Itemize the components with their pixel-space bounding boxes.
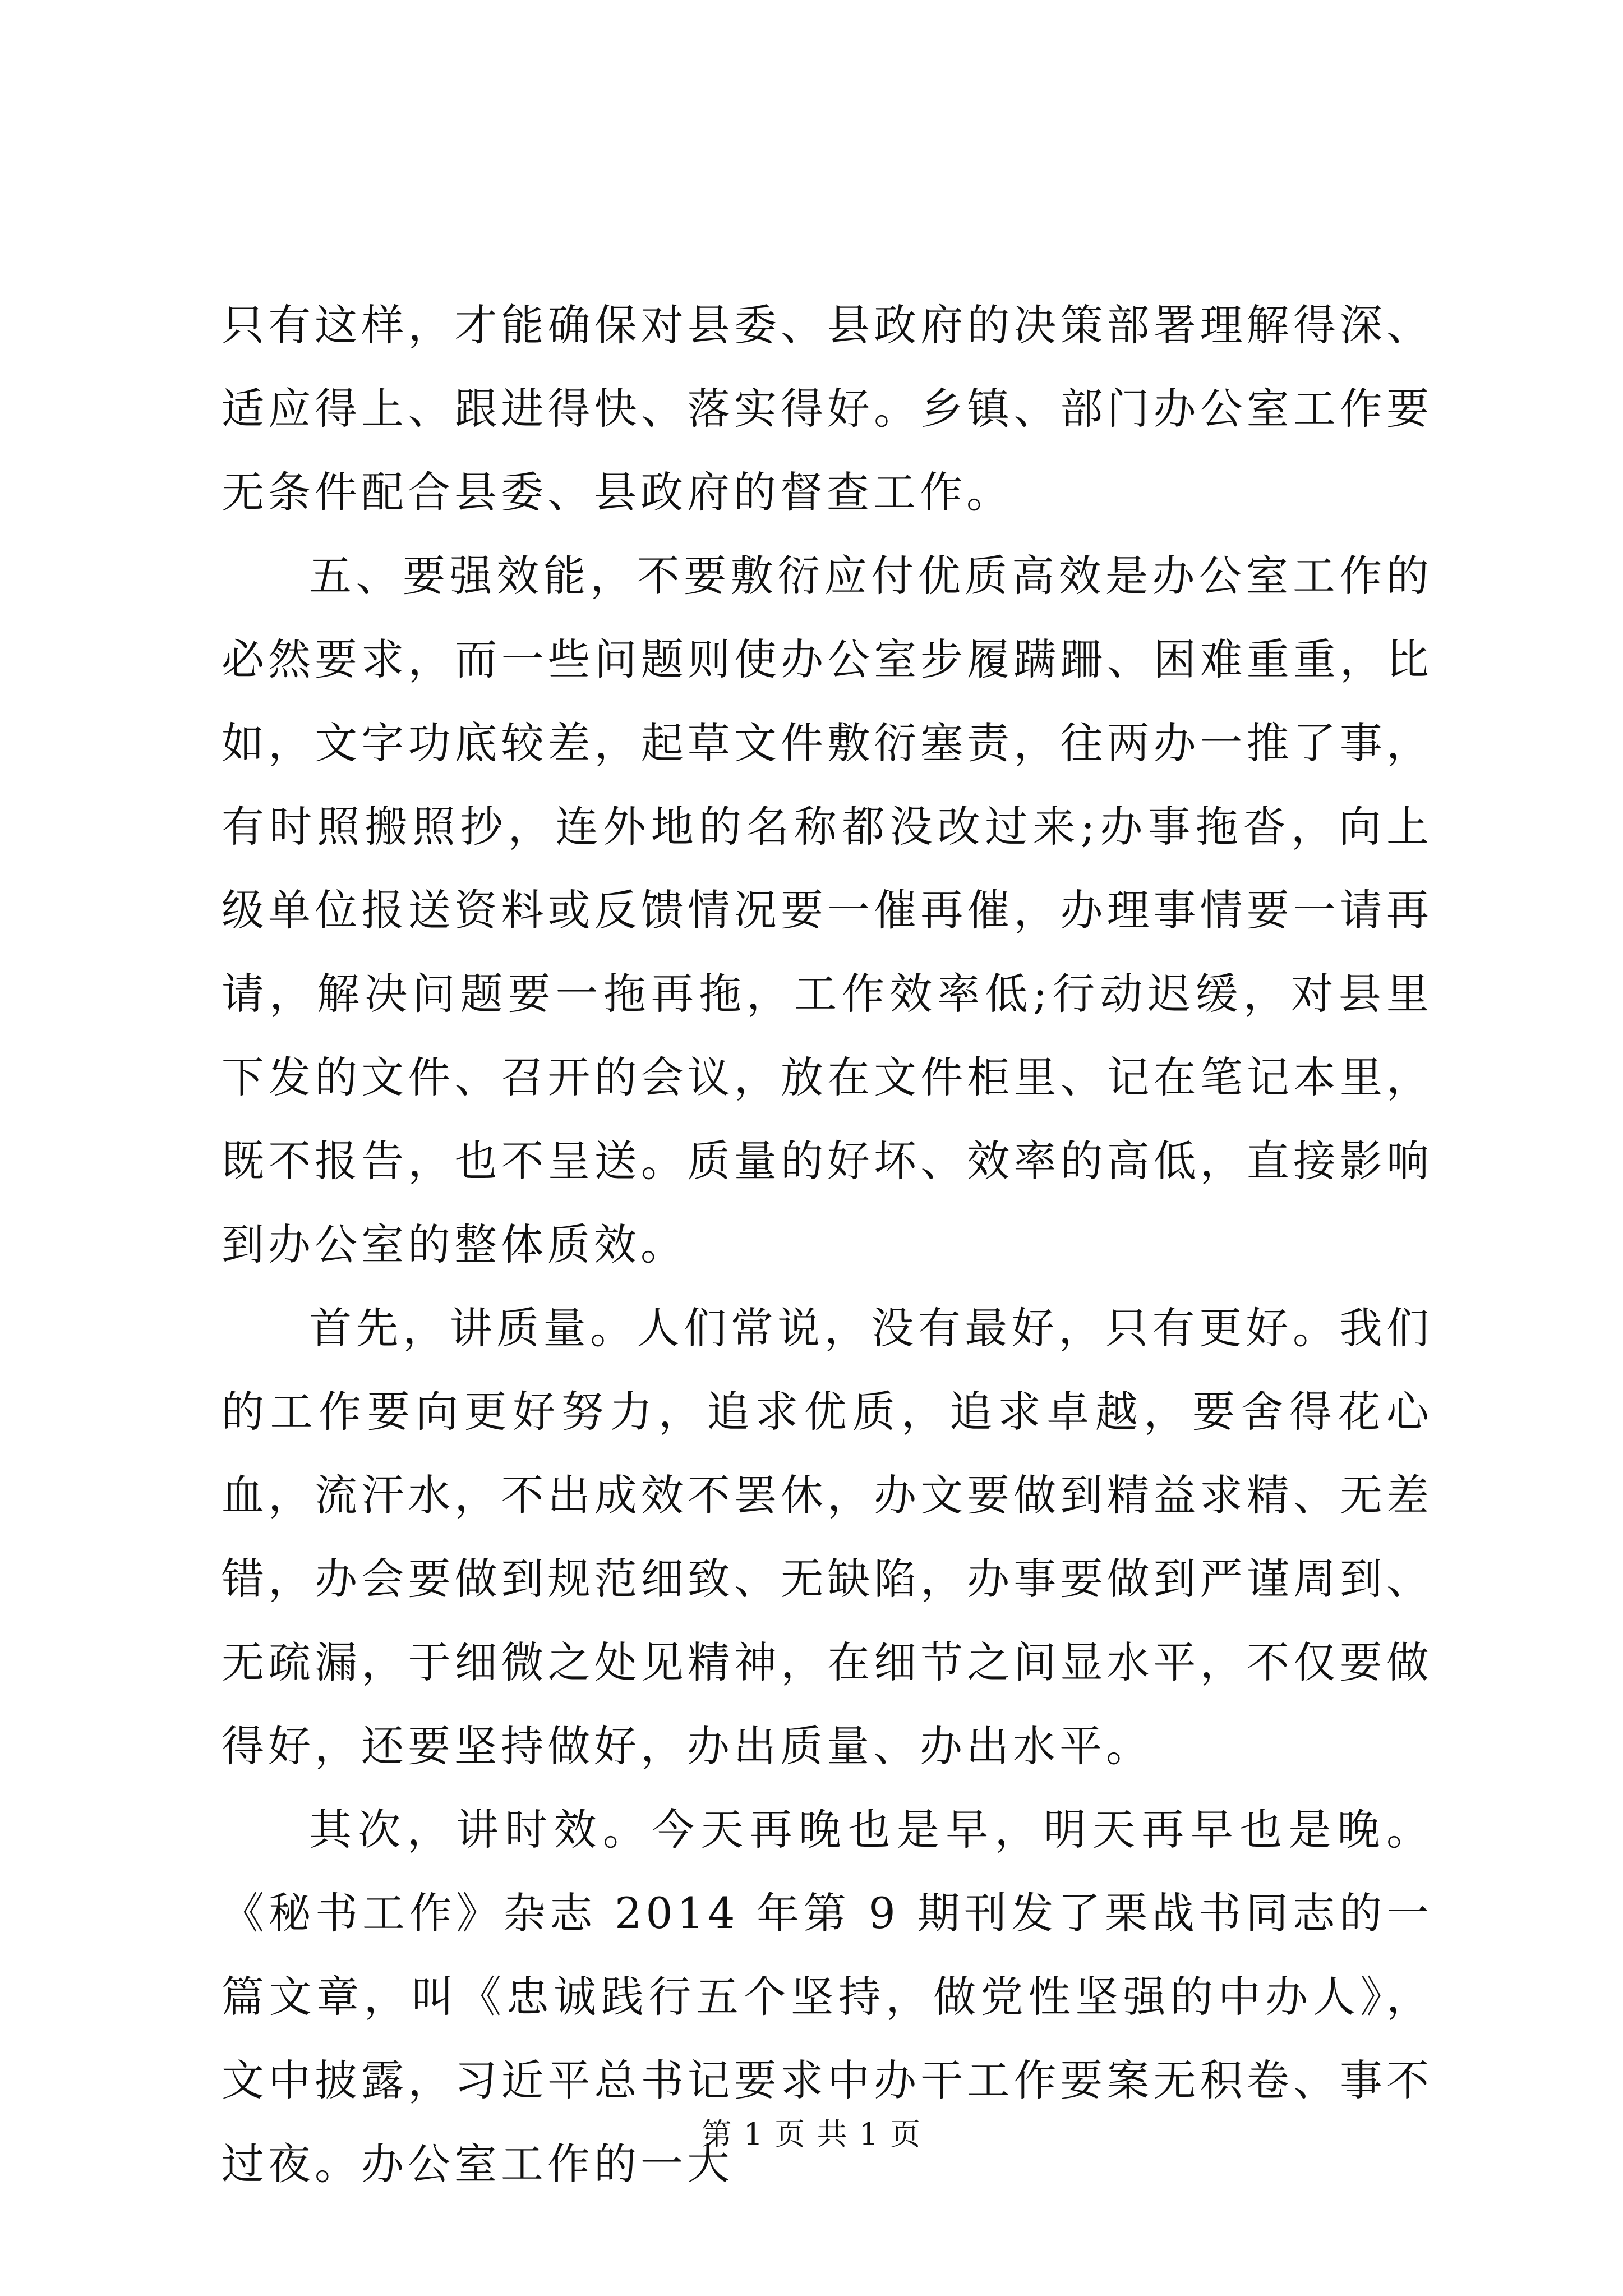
page-footer: 第 1 页 共 1 页 [701,2116,922,2152]
paragraph-1: 只有这样，才能确保对县委、县政府的决策部署理解得深、适应得上、跟进得快、落实得好。乡镇、部门办公室工作要无条件配合县委、县政府的督查工作。 [222,300,1433,517]
document-body [222,283,1433,2206]
paragraph-3: 首先，讲质量。人们常说，没有最好，只有更好。我们的工作要向更好努力，追求优质，追求卓越，要舍得花心血，流汗水，不出成效不罢休，办文要做到精益求精、无差错，办会要做到规范细致、无缺陷，办事要做到严谨周到、无疏漏，于细微之处见精神，在细节之间显水平，不仅要做得好，还要坚持做好，办出质量、办出水平。 [222,1303,1433,1771]
paragraph-4: 其次，讲时效。今天再晚也是早，明天再早也是晚。《秘书工作》杂志 2014 年第 9 期刊发了栗战书同志的一篇文章，叫《忠诚践行五个坚持，做党性坚强的中办人》，文中披露，习近平总书记要求中办干工作要案无积卷、事不过夜。办公室工作的一大 [222,1805,1433,2189]
paragraph-2: 五、要强效能，不要敷衍应付优质高效是办公室工作的必然要求，而一些问题则使办公室步履蹒跚、困难重重，比如，文字功底较差，起草文件敷衍塞责，往两办一推了事，有时照搬照抄，连外地的名称都没改过来;办事拖沓，向上级单位报送资料或反馈情况要一催再催，办理事情要一请再请，解决问题要一拖再拖，工作效率低;行动迟缓，对县里下发的文件、召开的会议，放在文件柜里、记在笔记本里，既不报告，也不呈送。质量的好坏、效率的高低，直接影响到办公室的整体质效。 [222,551,1433,1269]
